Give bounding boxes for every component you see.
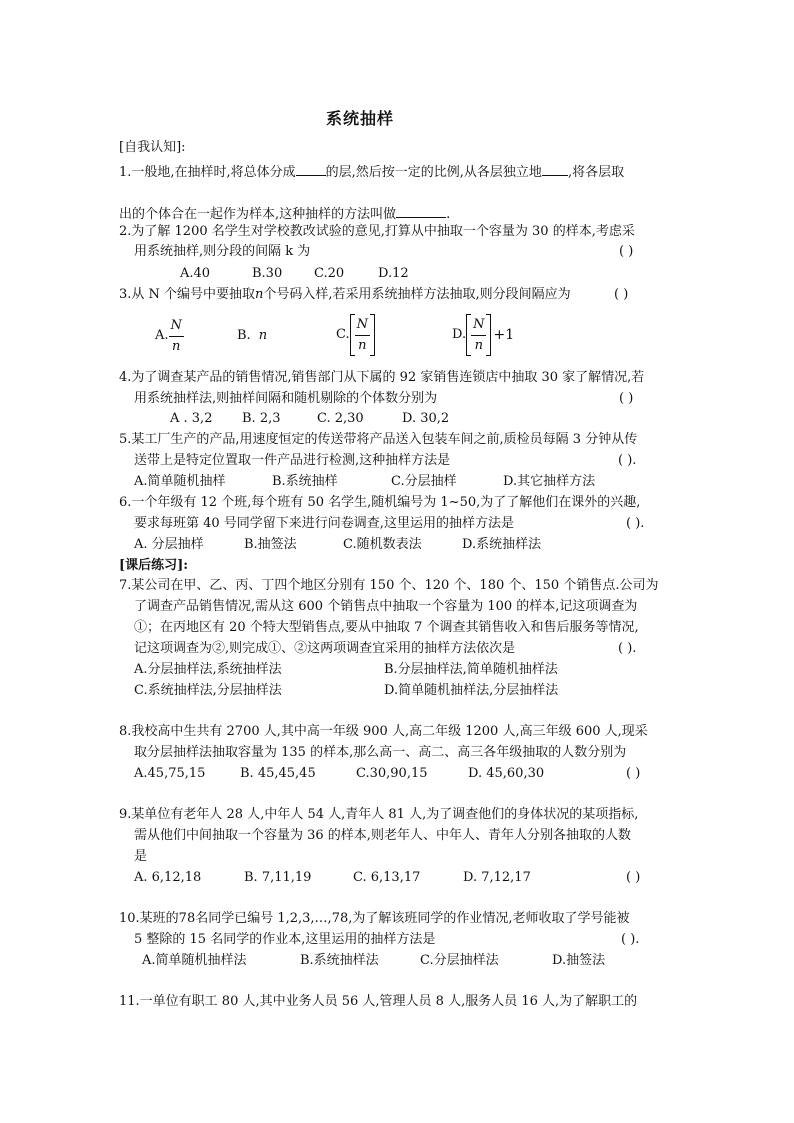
q7-option-c[interactable]: C.系统抽样法,分层抽样法 bbox=[134, 683, 282, 698]
question-7-line-1: 7.某公司在甲、乙、丙、丁四个地区分别有 150 个、120 个、180 个、150 个销售点.公司为 bbox=[119, 578, 659, 593]
q1-text-b: 的层,然后按一定的比例,从各层独立地 bbox=[325, 165, 542, 180]
q3-option-c-fraction bbox=[355, 317, 370, 354]
section-self-recognition: [自我认知]: bbox=[119, 140, 186, 155]
q8-option-a[interactable]: A.45,75,15 bbox=[134, 766, 206, 781]
fraction-denominator: n bbox=[172, 338, 181, 354]
q1-blank-2[interactable] bbox=[542, 163, 568, 176]
question-11-line-1: 11.一单位有职工 80 人,其中业务人员 56 人,管理人员 8 人,服务人员 16 人,为了解职工的 bbox=[119, 994, 638, 1009]
question-7-line-4: 记这项调查为②,则完成①、②这两项调查宜采用的抽样方法依次是 bbox=[134, 641, 516, 656]
q4-answer-paren[interactable]: ( ) bbox=[619, 391, 634, 406]
q9-option-c[interactable]: C. 6,13,17 bbox=[353, 870, 421, 885]
section-after-class-practice: [课后练习]: bbox=[119, 558, 189, 573]
page-title: 系统抽样 bbox=[326, 109, 395, 128]
question-9-line-1: 9.某单位有老年人 28 人,中年人 54 人,青年人 81 人,为了调查他们的身体状况的某项指标, bbox=[119, 807, 639, 822]
q1-blank-3[interactable] bbox=[396, 205, 446, 218]
q6-option-b[interactable]: B.抽签法 bbox=[244, 537, 297, 552]
q3-option-b-label: B. bbox=[237, 328, 251, 343]
question-7-line-3: ①；在丙地区有 20 个特大型销售点,要从中抽取 7 个调查其销售收入和售后服务等情况, bbox=[134, 620, 639, 635]
q8-option-d[interactable]: D. 45,60,30 bbox=[468, 766, 545, 781]
q2-option-d[interactable]: D.12 bbox=[378, 266, 409, 281]
q1-text-c: ,将各层取 bbox=[567, 165, 625, 180]
fraction-bar bbox=[471, 335, 486, 336]
q5-option-b[interactable]: B.系统抽样 bbox=[272, 474, 338, 489]
q1-text-d: 出的个体合在一起作为样本,这种抽样的方法叫做 bbox=[119, 207, 397, 222]
question-4-line-2: 用系统抽样法,则抽样间隔和随机剔除的个体数分别为 bbox=[134, 391, 438, 406]
q3-option-d-fraction bbox=[471, 317, 486, 354]
question-8-line-2: 取分层抽样法抽取容量为 135 的样本,那么高一、高二、高三各年级抽取的人数分别为 bbox=[134, 745, 627, 760]
q9-option-d[interactable]: D. 7,12,17 bbox=[463, 870, 531, 885]
q10-option-c[interactable]: C.分层抽样法 bbox=[420, 953, 499, 968]
q6-answer-paren[interactable]: ( ). bbox=[626, 516, 645, 531]
q3-option-c[interactable] bbox=[336, 312, 375, 358]
q6-option-d[interactable]: D.系统抽样法 bbox=[462, 537, 542, 552]
q8-option-b[interactable]: B. 45,45,45 bbox=[240, 766, 316, 781]
q3-answer-paren[interactable]: ( ) bbox=[614, 287, 629, 302]
q4-option-b[interactable]: B. 2,3 bbox=[242, 411, 281, 426]
q10-option-b[interactable]: B.系统抽样法 bbox=[300, 953, 379, 968]
question-2-line-1: 2.为了解 1200 名学生对学校教改试验的意见,打算从中抽取一个容量为 30 的样本,考虑采 bbox=[119, 224, 635, 239]
question-2-line-2: 用系统抽样,则分段的间隔 k 为 bbox=[134, 244, 311, 259]
fraction-denominator: n bbox=[358, 337, 367, 353]
q10-option-a[interactable]: A.简单随机抽样法 bbox=[142, 953, 247, 968]
q3-option-a-fraction bbox=[169, 318, 184, 355]
fraction-denominator: n bbox=[474, 337, 483, 353]
q6-option-c[interactable]: C.随机数表法 bbox=[343, 537, 422, 552]
question-1-line-1 bbox=[119, 163, 624, 181]
q9-answer-paren[interactable]: ( ) bbox=[626, 870, 641, 885]
q2-answer-paren[interactable]: ( ) bbox=[619, 244, 634, 259]
q3-option-a-label: A. bbox=[155, 328, 169, 343]
q3-option-b-value: n bbox=[258, 328, 268, 343]
question-6-line-2: 要求每班第 40 号同学留下来进行问卷调查,这里运用的抽样方法是 bbox=[134, 516, 514, 531]
q7-option-d[interactable]: D.简单随机抽样法,分层抽样法 bbox=[384, 683, 559, 698]
q2-option-a[interactable]: A.40 bbox=[180, 266, 211, 281]
question-1-line-2 bbox=[119, 205, 450, 223]
q2-option-b[interactable]: B.30 bbox=[252, 266, 283, 281]
question-3-line-1 bbox=[119, 287, 571, 303]
q4-option-a[interactable]: A . 3,2 bbox=[170, 411, 213, 426]
q7-answer-paren[interactable]: ( ). bbox=[618, 641, 637, 656]
right-bracket bbox=[486, 314, 491, 356]
q3-option-b[interactable] bbox=[237, 316, 267, 356]
q3-option-c-label: C. bbox=[336, 327, 350, 342]
q3-text-b: 个号码入样,若采用系统抽样方法抽取,则分段间隔应为 bbox=[263, 287, 571, 302]
fraction-numerator: N bbox=[356, 316, 368, 332]
q3-option-d-bracket bbox=[466, 314, 491, 356]
q3-var-n: n bbox=[255, 287, 264, 302]
q3-option-d[interactable] bbox=[452, 312, 514, 358]
q1-blank-1[interactable] bbox=[296, 163, 326, 176]
q7-option-b[interactable]: B.分层抽样法,简单随机抽样法 bbox=[384, 662, 558, 677]
fraction-numerator: N bbox=[170, 317, 182, 333]
q3-option-c-bracket bbox=[350, 314, 375, 356]
q5-option-a[interactable]: A.简单随机抽样 bbox=[134, 474, 226, 489]
q8-answer-paren[interactable]: ( ) bbox=[626, 766, 641, 781]
q8-option-c[interactable]: C.30,90,15 bbox=[356, 766, 428, 781]
q1-text-a: 1.一般地,在抽样时,将总体分成 bbox=[119, 165, 296, 180]
question-8-line-1: 8.我校高中生共有 2700 人,其中高一年级 900 人,高二年级 1200 人,高三年级 600 人,现采 bbox=[119, 724, 648, 739]
right-bracket bbox=[370, 314, 375, 356]
question-7-line-2: 了调查产品销售情况,需从这 600 个销售点中抽取一个容量为 100 的样本,记这项调查为 bbox=[134, 599, 638, 614]
q3-text-a: 3.从 N 个编号中要抽取 bbox=[119, 287, 256, 302]
q2-option-c[interactable]: C.20 bbox=[314, 266, 345, 281]
question-4-line-1: 4.为了调查某产品的销售情况,销售部门从下属的 92 家销售连锁店中抽取 30 家了解情况,若 bbox=[119, 370, 645, 385]
q3-option-a[interactable] bbox=[155, 316, 184, 356]
q5-answer-paren[interactable]: ( ). bbox=[618, 453, 637, 468]
fraction-bar bbox=[169, 336, 184, 337]
question-10-line-2: 5 整除的 15 名同学的作业本,这里运用的抽样方法是 bbox=[134, 932, 436, 947]
q4-option-d[interactable]: D. 30,2 bbox=[402, 411, 450, 426]
question-9-line-3: 是 bbox=[134, 849, 148, 864]
fraction-numerator: N bbox=[473, 316, 485, 332]
q6-option-a[interactable]: A. 分层抽样 bbox=[134, 537, 204, 552]
q3-option-d-plus-one: +1 bbox=[493, 327, 515, 343]
q10-option-d[interactable]: D.抽签法 bbox=[552, 953, 606, 968]
q9-option-a[interactable]: A. 6,12,18 bbox=[134, 870, 202, 885]
question-5-line-2: 送带上是特定位置取一件产品进行检测,这种抽样方法是 bbox=[134, 453, 451, 468]
q9-option-b[interactable]: B. 7,11,19 bbox=[244, 870, 312, 885]
q5-option-d[interactable]: D.其它抽样方法 bbox=[503, 474, 596, 489]
q1-text-e: . bbox=[446, 207, 451, 222]
question-6-line-1: 6.一个年级有 12 个班,每个班有 50 名学生,随机编号为 1~50,为了了解他们在课外的兴趣, bbox=[119, 495, 641, 510]
q4-option-c[interactable]: C. 2,30 bbox=[317, 411, 364, 426]
question-9-line-2: 需从他们中间抽取一个容量为 36 的样本,则老年人、中年人、青年人分别各抽取的人数 bbox=[134, 828, 631, 843]
question-5-line-1: 5.某工厂生产的产品,用速度恒定的传送带将产品送入包装车间之前,质检员每隔 3 分钟从传 bbox=[119, 432, 638, 447]
q7-option-a[interactable]: A.分层抽样法,系统抽样法 bbox=[134, 662, 282, 677]
question-10-line-1: 10.某班的78名同学已编号 1,2,3,…,78,为了解该班同学的作业情况,老师收取了学号能被 bbox=[119, 911, 630, 926]
q5-option-c[interactable]: C.分层抽样 bbox=[391, 474, 457, 489]
fraction-bar bbox=[355, 335, 370, 336]
q3-option-d-label: D. bbox=[452, 327, 467, 342]
q10-answer-paren[interactable]: ( ). bbox=[621, 932, 640, 947]
